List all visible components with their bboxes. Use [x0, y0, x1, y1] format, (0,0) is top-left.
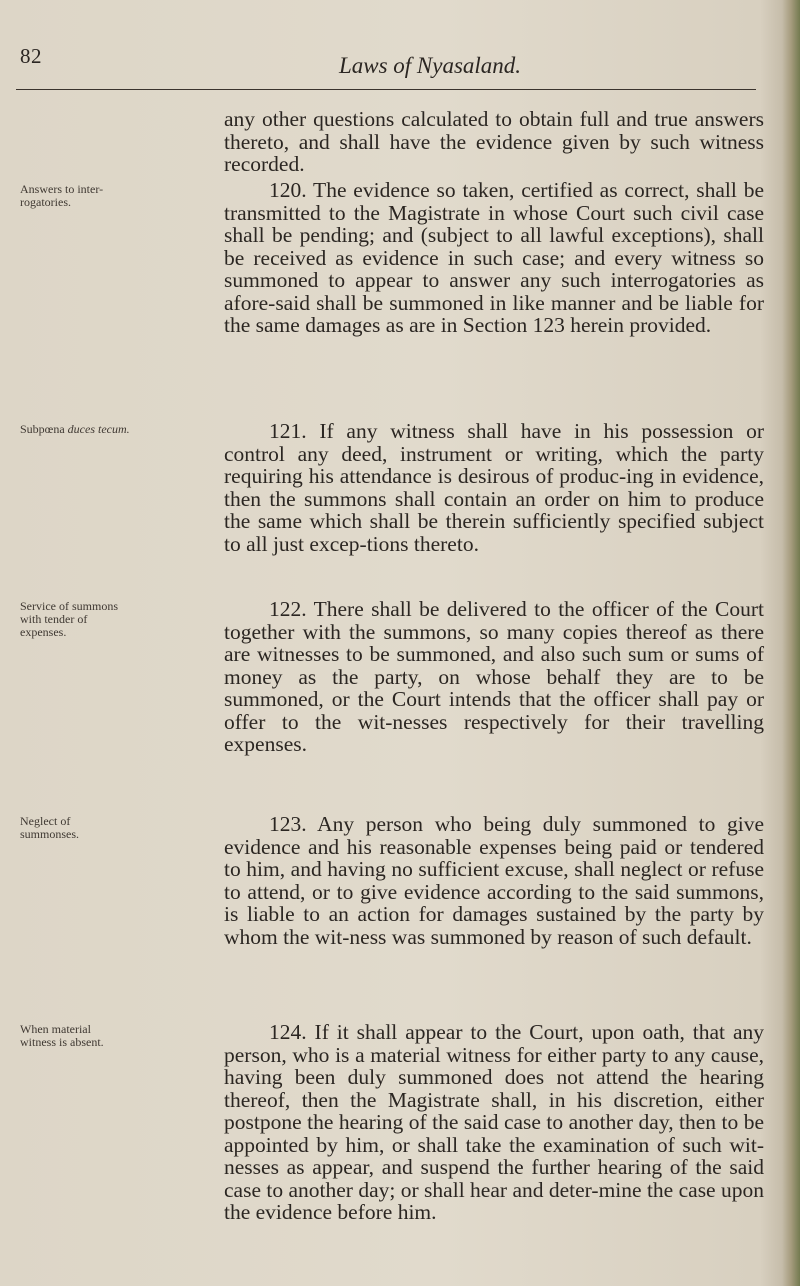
page-number: 82: [20, 44, 42, 68]
margin-note-neglect: Neglect of summonses.: [20, 814, 80, 841]
margin-note-service: Service of summons with tender of expenses.: [20, 599, 118, 639]
margin-note-subpoena-text: Subpœna: [20, 422, 68, 436]
section-121: 121. If any witness shall have in his possession or control any deed, instrument or writing, which the party requiring his attendance is desirous of produc-ing in evidence, then the summons shall contain an order on him to produce the same which shall be therein sufficiently specified subject to all just excep-tions thereto.: [224, 419, 764, 556]
margin-note-absent-witness: When material witness is absent.: [20, 1022, 104, 1049]
section-123: 123. Any person who being duly summoned to give evidence and his reasonable expenses being paid or tendered to him, and having no sufficient excuse, shall neglect or refuse to attend, or to give evidence according to the said summons, is liable to an action for damages sustained by the party by whom the wit-ness was summoned by reason of such default.: [224, 812, 764, 949]
running-title: Laws of Nyasaland.: [338, 53, 522, 78]
header-rule: [16, 89, 756, 90]
section-124: 124. If it shall appear to the Court, upon oath, that any person, who is a material witness for either party to any cause, having been duly summoned does not attend the hearing thereof, then the Magistrate shall, in his discretion, either postpone the hearing of the said case to another day, then to be appointed by him, or shall take the examination of such wit-nesses as appear, and suspend the further hearing of the said case to another day; or shall hear and deter-mine the case upon the evidence before him.: [224, 1020, 764, 1224]
margin-note-subpoena-italic: duces tecum.: [67, 422, 130, 436]
margin-note-subpoena: [20, 423, 190, 436]
page-edge: [782, 0, 800, 1286]
margin-note-answers: Answers to inter- rogatories.: [20, 182, 104, 209]
paragraph-continued: any other questions calculated to obtain full and true answers thereto, and shall have the evidence given by such witness recorded.: [224, 107, 764, 176]
section-122: 122. There shall be delivered to the officer of the Court together with the summons, so many copies thereof as there are witnesses to be summoned, and also such sum or sums of money as the party, on whose behalf they are to be summoned, or the Court intends that the officer shall pay or offer to the wit-nesses respectively for their travelling expenses.: [224, 597, 764, 756]
section-120: 120. The evidence so taken, certified as correct, shall be transmitted to the Magistrate in whose Court such civil case shall be pending; and (subject to all lawful exceptions), shall be received as evidence in such case; and every witness so summoned to appear to answer any such interrogatories as afore-said shall be summoned in like manner and be liable for the same damages as are in Section 123 herein provided.: [224, 178, 764, 337]
